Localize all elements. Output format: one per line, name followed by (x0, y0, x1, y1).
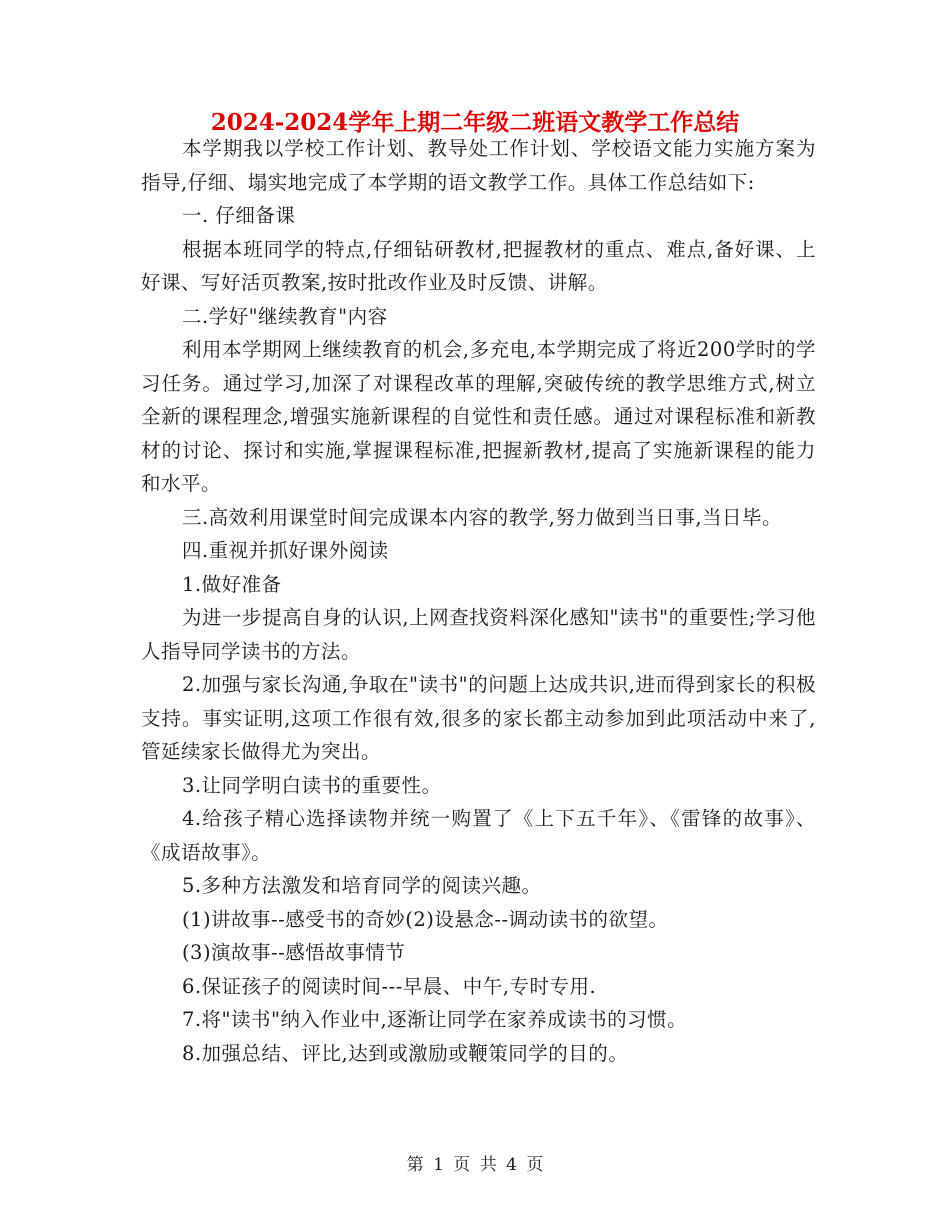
document-title: 2024-2024学年上期二年级二班语文教学工作总结 (210, 109, 740, 136)
section-heading: 四.重视并抓好课外阅读 (181, 539, 389, 562)
section-heading: 一. 仔细备课 (181, 204, 296, 227)
section-heading: 二.学好"继续教育"内容 (181, 304, 388, 328)
paragraph: 本学期我以学校工作计划、教导处工作计划、学校语文能力实施方案为指导,仔细、塌实地完成了本学期的语文教学工作。具体工作总结如下: (141, 137, 816, 194)
list-item: 6.保证孩子的阅读时间---早晨、中午,专时专用. (181, 974, 597, 998)
paragraph: 根据本班同学的特点,仔细钻研教材,把握教材的重点、难点,备好课、上好课、写好活页教案,按时批改作业及时反馈、讲解。 (141, 237, 816, 294)
list-item: 7.将"读书"纳入作业中,逐渐让同学在家养成读书的习惯。 (181, 1008, 688, 1031)
list-item: 8.加强总结、评比,达到或激励或鞭策同学的目的。 (181, 1041, 629, 1065)
list-item: 5.多种方法激发和培育同学的阅读兴趣。 (181, 874, 542, 897)
list-item: 1.做好准备 (181, 572, 282, 596)
paragraph: 三.高效利用课堂时间完成课本内容的教学,努力做到当日事,当日毕。 (181, 505, 783, 529)
list-item: (1)讲故事--感受书的奇妙(2)设悬念--调动读书的欲望。 (181, 907, 669, 931)
list-item: 4.给孩子精心选择读物并统一购置了《上下五千年》、《雷锋的故事》、《成语故事》。 (141, 807, 816, 864)
document-body (141, 132, 816, 1070)
list-item: 3.让同学明白读书的重要性。 (181, 773, 442, 797)
list-item: (3)演故事--感悟故事情节 (181, 941, 406, 964)
list-item: 2.加强与家长沟通,争取在"读书"的问题上达成共识,进而得到家长的积极支持。事实证明,这项工作很有效,很多的家长都主动参加到此项活动中来了,管延续家长做得尤为突出。 (141, 673, 816, 763)
page-footer: 第 1 页 共 4 页 (406, 1155, 544, 1175)
paragraph: 为进一步提高自身的认识,上网查找资料深化感知"读书"的重要性;学习他人指导同学读书的方法。 (141, 606, 816, 663)
paragraph: 利用本学期网上继续教育的机会,多充电,本学期完成了将近200学时的学习任务。通过学习,加深了对课程改革的理解,突破传统的教学思维方式,树立全新的课程理念,增强实施新课程的自觉性和责任感。通过对课程标准和新教材的讨论、探讨和实施,掌握课程标准,把握新教材,提高了实施新课程的能力和水平。 (141, 338, 816, 495)
